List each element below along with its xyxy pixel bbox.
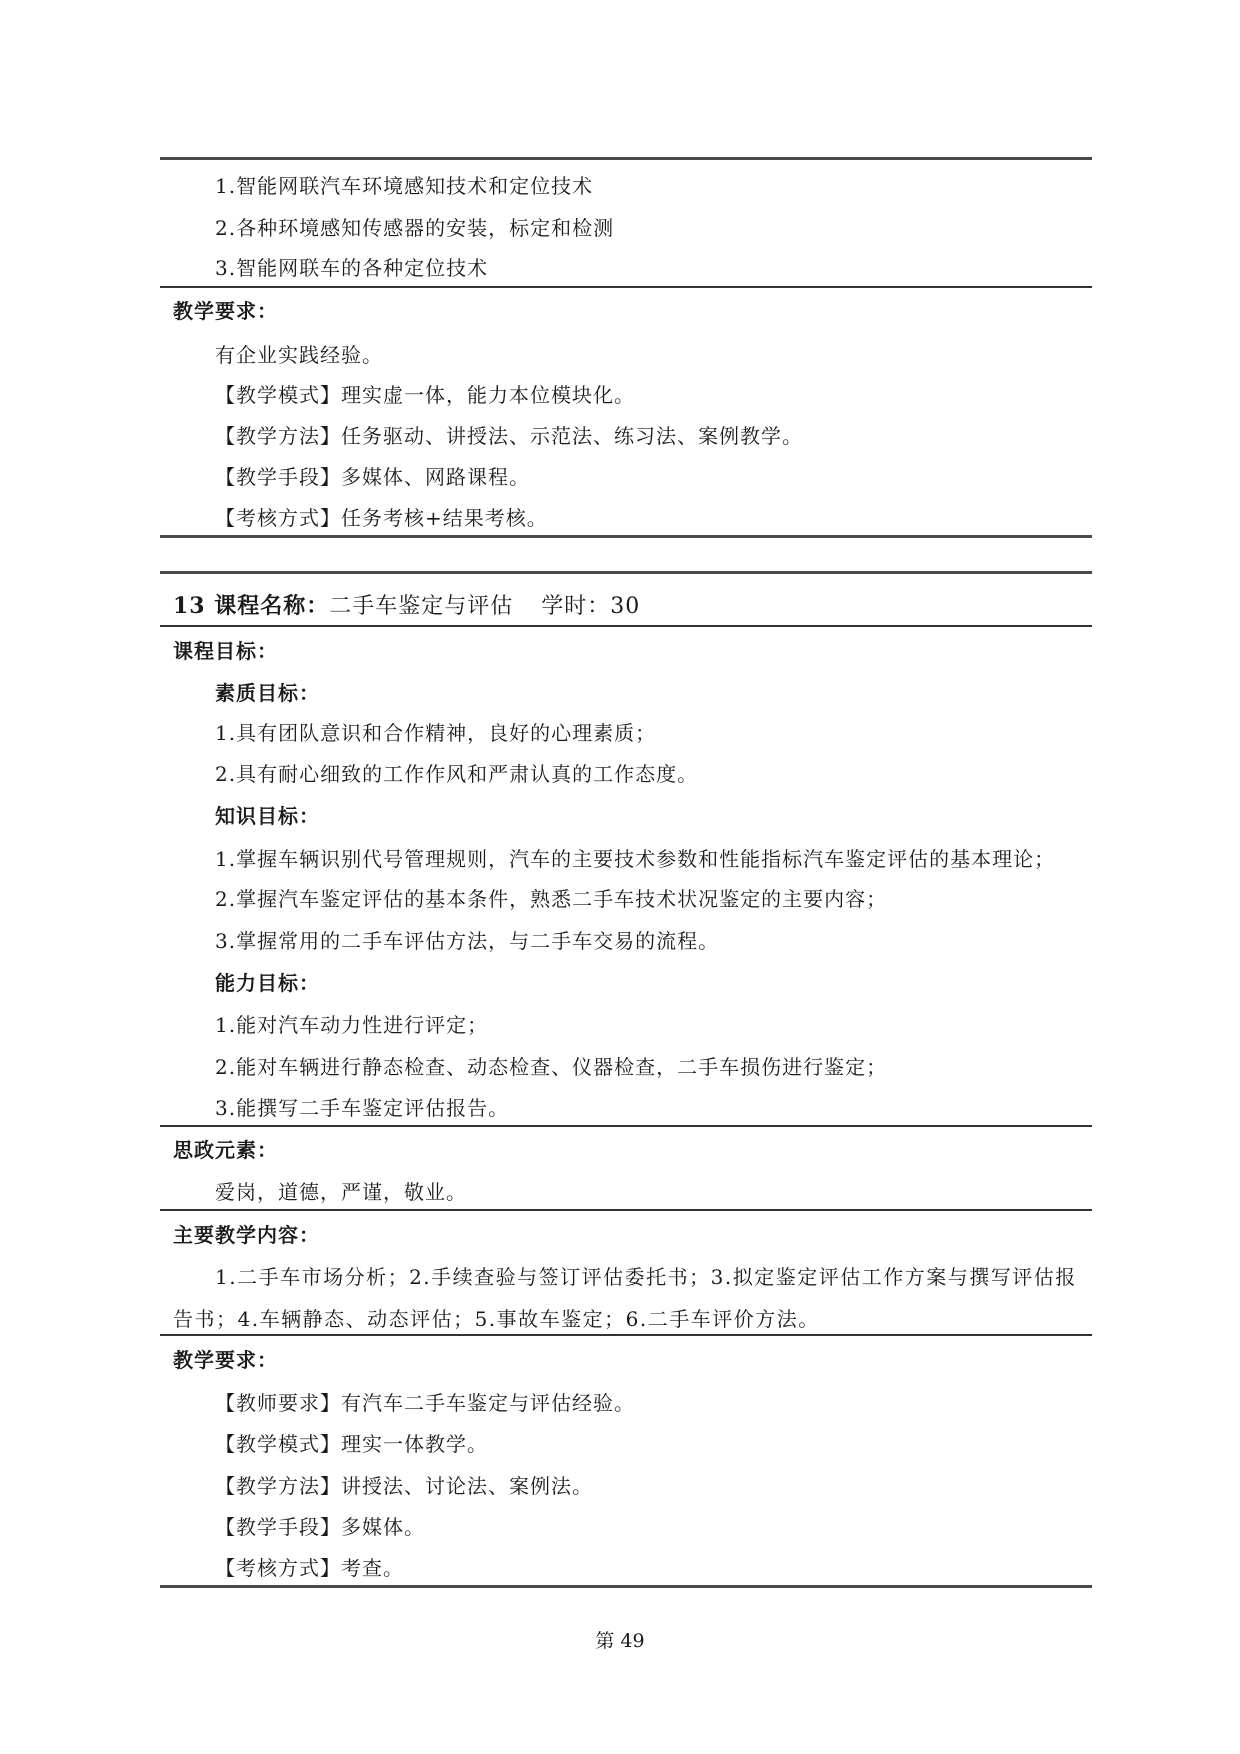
- course-number-label: 13 课程名称：: [173, 593, 330, 619]
- teaching-req-item: 【教学手段】多媒体、网路课程。: [215, 465, 530, 489]
- knowledge-item: 1.掌握车辆识别代号管理规则，汽车的主要技术参数和性能指标汽车鉴定评估的基本理论；: [215, 847, 1056, 871]
- quality-item: 2.具有耐心细致的工作作风和严肃认真的工作态度。: [215, 762, 699, 786]
- teaching-req-item: 【教学方法】任务驱动、讲授法、示范法、练习法、案例教学。: [215, 424, 803, 448]
- knowledge-item: 2.掌握汽车鉴定评估的基本条件，熟悉二手车技术状况鉴定的主要内容；: [215, 887, 888, 911]
- teaching-req-heading: 教学要求：: [173, 1348, 278, 1372]
- teaching-req-item: 有企业实践经验。: [215, 343, 383, 367]
- teaching-req-item: 【考核方式】任务考核+结果考核。: [215, 506, 548, 530]
- knowledge-item: 3.掌握常用的二手车评估方法，与二手车交易的流程。: [215, 929, 720, 953]
- page-number: 第 49: [595, 1630, 645, 1652]
- content-heading: 主要教学内容：: [173, 1223, 320, 1247]
- content-item: 3.智能网联车的各种定位技术: [215, 256, 489, 280]
- quality-item: 1.具有团队意识和合作精神，良好的心理素质；: [215, 721, 657, 745]
- course-title: [173, 592, 640, 621]
- content-item: 2.各种环境感知传感器的安装，标定和检测: [215, 216, 615, 240]
- teaching-req-item: 【教学手段】多媒体。: [215, 1515, 425, 1539]
- table-bottom-rule: [160, 535, 1092, 538]
- row-divider: [160, 1125, 1092, 1127]
- course-hours: 学时：30: [541, 594, 641, 619]
- ability-item: 2.能对车辆进行静态检查、动态检查、仪器检查，二手车损伤进行鉴定；: [215, 1055, 888, 1079]
- content-text: 1.二手车市场分析；2.手续查验与签订评估委托书；3.拟定鉴定评估工作方案与撰写评估报告书；4.车辆静态、动态评估；5.事故车鉴定；6.二手车评价方法。: [173, 1265, 1077, 1331]
- row-divider: [160, 1209, 1092, 1211]
- table-bottom-rule: [160, 1585, 1092, 1588]
- teaching-req-item: 【教学方法】讲授法、讨论法、案例法。: [215, 1474, 593, 1498]
- teaching-req-item: 【教学模式】理实一体教学。: [215, 1432, 488, 1456]
- row-divider: [160, 1334, 1092, 1336]
- quality-heading: 素质目标：: [215, 681, 320, 705]
- teaching-req-item: 【教师要求】有汽车二手车鉴定与评估经验。: [215, 1391, 635, 1415]
- knowledge-heading: 知识目标：: [215, 804, 320, 828]
- ability-item: 1.能对汽车动力性进行评定；: [215, 1013, 489, 1037]
- row-divider: [160, 286, 1092, 288]
- teaching-req-item: 【考核方式】考查。: [215, 1556, 404, 1580]
- ability-heading: 能力目标：: [215, 971, 320, 995]
- content-item: 1.智能网联汽车环境感知技术和定位技术: [215, 174, 594, 198]
- table-top-rule: [160, 571, 1092, 574]
- row-divider: [160, 625, 1092, 627]
- course-name: 二手车鉴定与评估: [329, 594, 514, 619]
- table-top-rule: [160, 157, 1092, 160]
- ideology-heading: 思政元素：: [173, 1138, 278, 1162]
- teaching-req-item: 【教学模式】理实虚一体，能力本位模块化。: [215, 383, 635, 407]
- teaching-req-heading: 教学要求：: [173, 299, 278, 323]
- ability-item: 3.能撰写二手车鉴定评估报告。: [215, 1096, 510, 1120]
- ideology-text: 爱岗，道德，严谨，敬业。: [215, 1180, 467, 1204]
- goal-heading: 课程目标：: [173, 639, 278, 663]
